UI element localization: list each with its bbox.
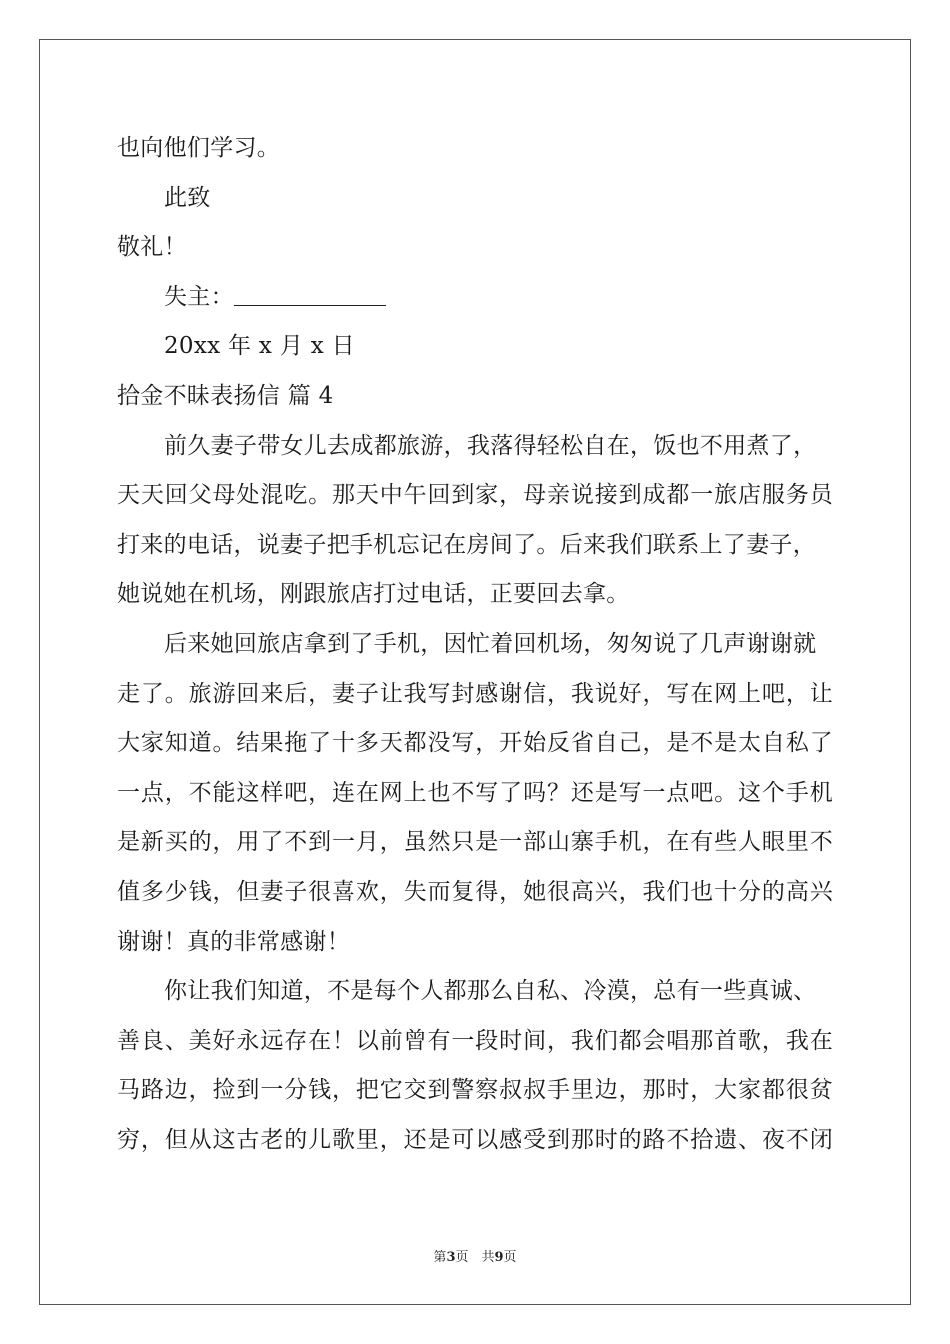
paragraph-line: 你让我们知道，不是每个人都那么自私、冷漠，总有一些真诚、: [164, 978, 817, 1005]
total-page-number: 9: [494, 1250, 504, 1265]
footer-middle: 页 共: [455, 1250, 495, 1265]
footer-suffix: 页: [503, 1250, 517, 1265]
page-footer: [0, 1246, 950, 1265]
footer-prefix: 第: [433, 1250, 447, 1265]
paragraph-line: 走了。旅游回来后，妻子让我写封感谢信，我说好，写在网上吧，让: [117, 680, 833, 707]
date-line: 20xx 年 x 月 x 日: [164, 333, 355, 360]
paragraph-line: 值多少钱，但妻子很喜欢，失而复得，她很高兴，我们也十分的高兴: [117, 878, 833, 905]
paragraph-line: 后来她回旅店拿到了手机，因忙着回机场，匆匆说了几声谢谢就: [164, 630, 817, 657]
paragraph-line: 一点，不能这样吧，连在网上也不写了吗？还是写一点吧。这个手机: [117, 779, 833, 806]
current-page-number: 3: [446, 1250, 456, 1265]
paragraph-line: 穷，但从这古老的儿歌里，还是可以感受到那时的路不拾遗、夜不闭: [117, 1126, 833, 1153]
closing-salutation: 此致: [164, 184, 211, 211]
paragraph-line: 打来的电话，说妻子把手机忘记在房间了。后来我们联系上了妻子，: [117, 531, 816, 558]
paragraph-line: 大家知道。结果拖了十多天都没写，开始反省自己，是不是太自私了: [117, 730, 833, 757]
paragraph-line: 马路边，捡到一分钱，把它交到警察叔叔手里边，那时，大家都很贫: [117, 1077, 833, 1104]
paragraph-line: 前久妻子带女儿去成都旅游，我落得轻松自在，饭也不用煮了，: [164, 432, 817, 459]
signature-line: [117, 273, 833, 323]
paragraph-line: 谢谢！真的非常感谢！: [117, 928, 350, 955]
paragraph-line: 她说她在机场，刚跟旅店打过电话，正要回去拿。: [117, 581, 630, 608]
paragraph-line: 是新买的，用了不到一月，虽然只是一部山寨手机，在有些人眼里不: [117, 829, 833, 856]
paragraph-line: 善良、美好永远存在！以前曾有一段时间，我们都会唱那首歌，我在: [117, 1027, 833, 1054]
signature-blank: [234, 285, 386, 306]
text-line: 也向他们学习。: [117, 135, 281, 161]
signature-label: 失主：: [164, 283, 234, 310]
paragraph-line: 天天回父母处混吃。那天中午回到家，母亲说接到成都一旅店服务员: [117, 482, 833, 509]
section-heading: 拾金不昧表扬信 篇 4: [117, 382, 334, 409]
document-body: [117, 124, 833, 1165]
closing-respect: 敬礼！: [117, 234, 187, 261]
